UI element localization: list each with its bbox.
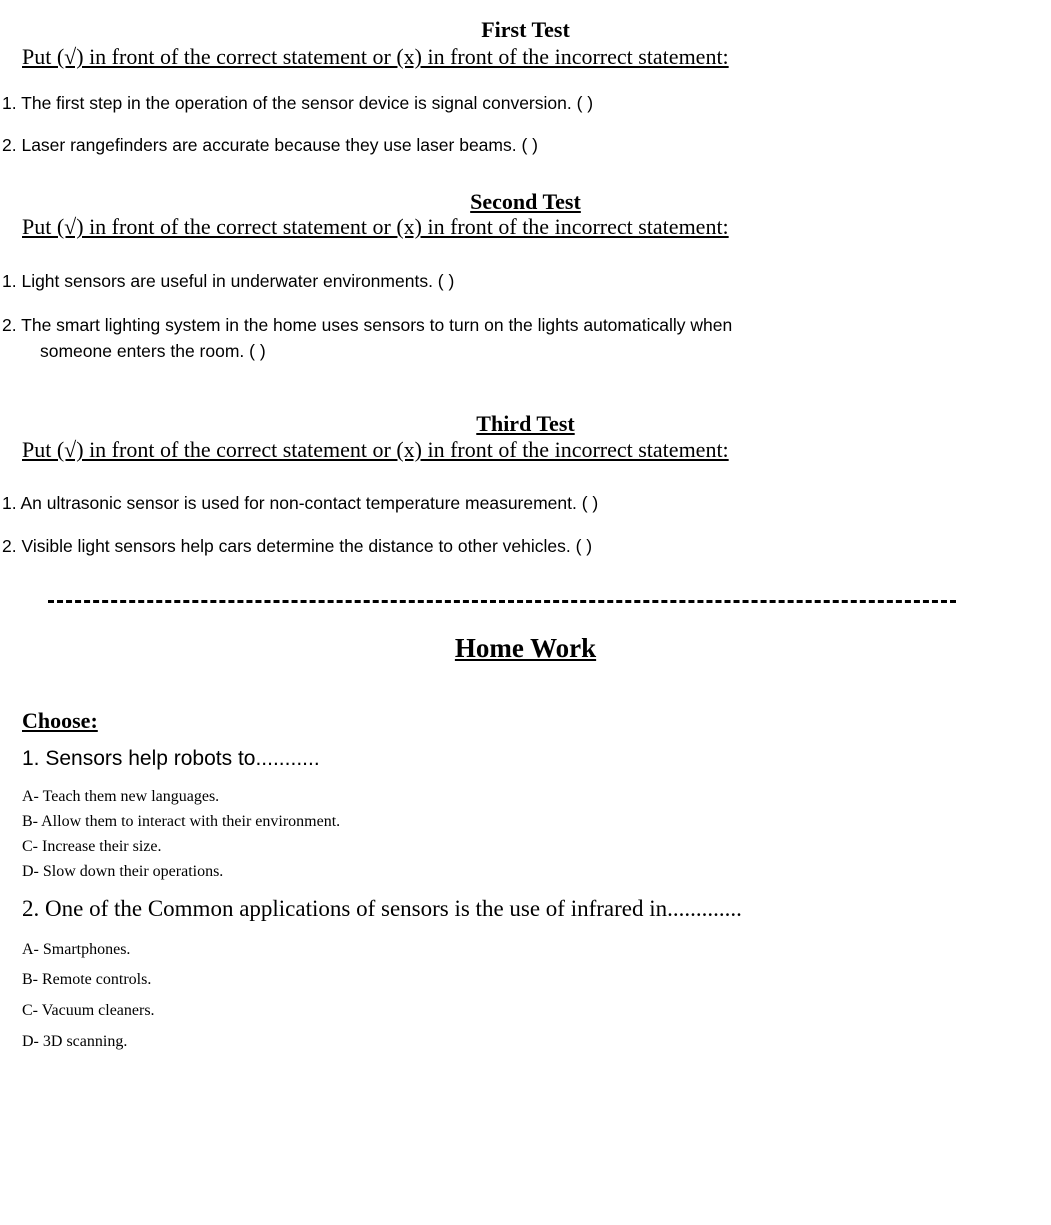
first-test-statement-1: 1. The first step in the operation of the sensor device is signal conversion. ( )	[2, 93, 594, 113]
question-1: 1. Sensors help robots to...........	[22, 747, 320, 770]
choose-label: Choose:	[22, 708, 98, 733]
second-test-statement-2-continuation: someone enters the room. ( )	[40, 341, 266, 361]
dashed-divider	[48, 600, 956, 603]
first-test-title: First Test	[481, 17, 570, 42]
question-1-option-c: C- Increase their size.	[22, 838, 162, 855]
question-2-option-b: B- Remote controls.	[22, 971, 152, 988]
third-test-instruction: Put (√) in front of the correct statement or (x) in front of the incorrect statement:	[22, 437, 729, 462]
question-2: 2. One of the Common applications of sensors is the use of infrared in.............	[22, 896, 742, 921]
question-1-option-d: D- Slow down their operations.	[22, 863, 224, 880]
second-test-title: Second Test	[470, 189, 581, 214]
second-test-statement-2-line: 2. The smart lighting system in the home uses sensors to turn on the lights automatically when	[2, 315, 733, 335]
question-1-option-a: A- Teach them new languages.	[22, 788, 220, 805]
question-2-option-a: A- Smartphones.	[22, 941, 131, 958]
second-test-instruction: Put (√) in front of the correct statement or (x) in front of the incorrect statement:	[22, 214, 729, 239]
second-test-statement-2	[2, 312, 1042, 364]
first-test-instruction: Put (√) in front of the correct statement or (x) in front of the incorrect statement:	[22, 44, 729, 69]
third-test-statement-2: 2. Visible light sensors help cars determine the distance to other vehicles. ( )	[2, 536, 593, 556]
question-1-option-b: B- Allow them to interact with their environment.	[22, 813, 341, 830]
homework-title: Home Work	[454, 633, 597, 663]
first-test-statement-2: 2. Laser rangefinders are accurate because they use laser beams. ( )	[2, 135, 538, 155]
question-2-option-d: D- 3D scanning.	[22, 1033, 128, 1050]
third-test-title: Third Test	[476, 411, 575, 436]
third-test-statement-1: 1. An ultrasonic sensor is used for non-contact temperature measurement. ( )	[2, 493, 599, 513]
second-test-statement-1: 1. Light sensors are useful in underwater environments. ( )	[2, 271, 455, 291]
question-2-option-c: C- Vacuum cleaners.	[22, 1002, 155, 1019]
